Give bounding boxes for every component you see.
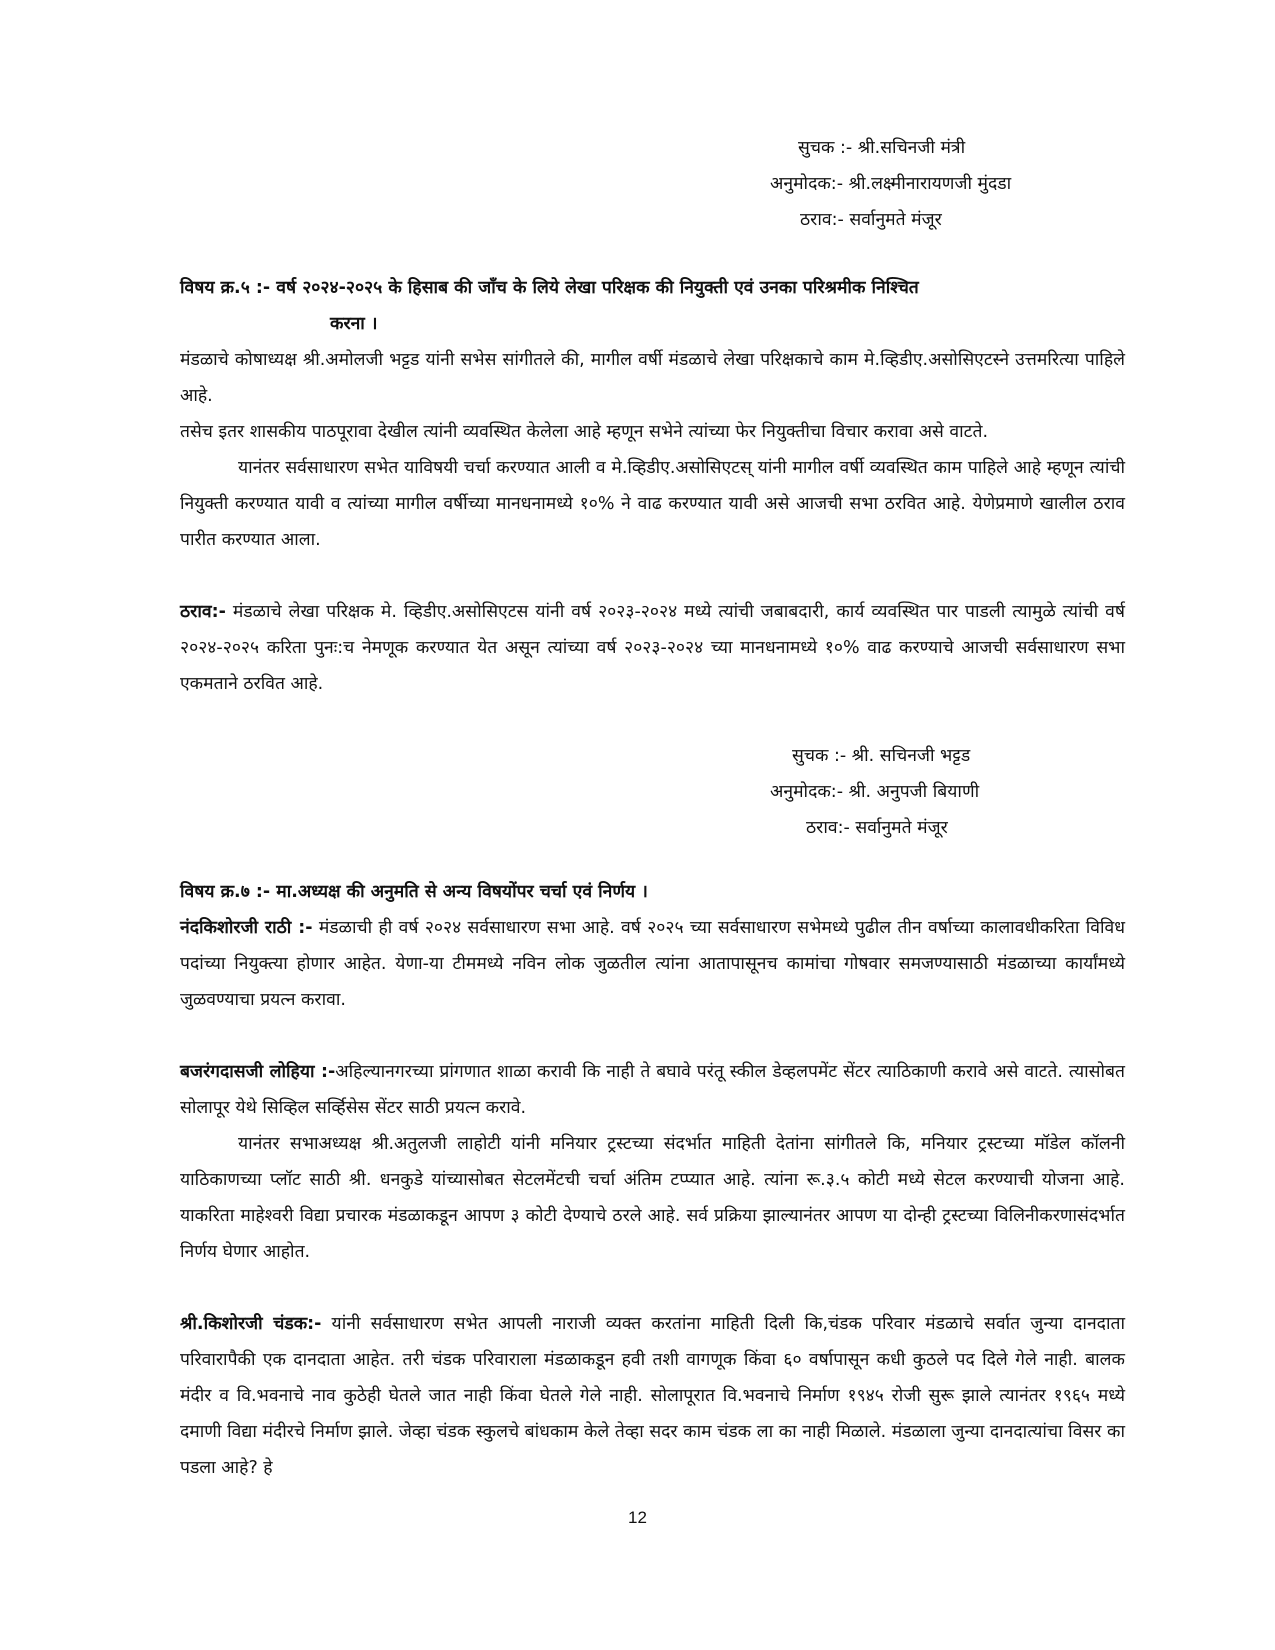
speaker-lohiya: बजरंगदासजी लोहिया :- (180, 1062, 336, 1082)
seconder-line: अनुमोदक:- श्री.लक्ष्मीनारायणजी मुंदडा (770, 174, 1012, 194)
paragraph-discussion: यानंतर सर्वसाधारण सभेत याविषयी चर्चा करण्यात आली व मे.व्हिडीए.असोसिएटस् यांनी मागील वर्षी व्यवस्थित काम पाहिले आहे म्हणून त्यांची नियुक्ती करण्यात यावी व त्यांच्या मागील वर्षीच्या मानधनामध्ये १०% ने वाढ करण्यात यावी असे आजची सभा ठरवित आहे. येणेप्रमाणे खालील ठराव पारीत करण्यात आला. (180, 458, 1125, 550)
proposer-line: सुचक :- श्री.सचिनजी मंत्री (798, 138, 966, 158)
seconder-line: अनुमोदक:- श्री. अनुपजी बियाणी (770, 782, 980, 802)
resolution-status-line: ठराव:- सर्वानुमते मंजूर (806, 818, 948, 838)
paragraph-followup: तसेच इतर शासकीय पाठपूरावा देखील त्यांनी व्यवस्थित केलेला आहे म्हणून सभेने त्यांच्या फेर नियुक्तीचा विचार करावा असे वाटते. (180, 422, 989, 442)
speech-lohiya (180, 1054, 1125, 1126)
speaker-rathi: नंदकिशोरजी राठी :- (180, 918, 313, 938)
proposer-line: सुचक :- श्री. सचिनजी भट्टड (792, 746, 971, 766)
speech-lohiya-text: अहिल्यानगरच्या प्रांगणात शाळा करावी कि नाही ते बघावे परंतू स्कील डेव्हलपमेंट सेंटर त्याठिकाणी करावे असे वाटते. त्यासोबत सोलापूर येथे सिव्हिल सर्व्हिसेस सेंटर साठी प्रयत्न करावे. (180, 1062, 1125, 1118)
paragraph-treasurer: मंडळाचे कोषाध्यक्ष श्री.अमोलजी भट्टड यांनी सभेस सांगीतले की, मागील वर्षी मंडळाचे लेखा परिक्षकाचे काम मे.व्हिडीए.असोसिएटस्ने उत्तमरित्या पाहिले आहे. (180, 350, 1125, 406)
speech-rathi (180, 910, 1125, 1018)
paragraph-maniyar-trust: यानंतर सभाअध्यक्ष श्री.अतुलजी लाहोटी यांनी मनियार ट्रस्टच्या संदर्भात माहिती देतांना सांगीतले कि, मनियार ट्रस्टच्या मॉडेल कॉलनी याठिकाणच्या प्लॉट साठी श्री. धनकुडे यांच्यासोबत सेटलमेंटची चर्चा अंतिम टप्प्यात आहे. त्यांना रू.३.५ कोटी मध्ये सेटल करण्याची योजना आहे. याकरिता माहेश्वरी विद्या प्रचारक मंडळाकडून आपण ३ कोटी देण्याचे ठरले आहे. सर्व प्रक्रिया झाल्यानंतर आपण या दोन्ही ट्रस्टच्या विलिनीकरणासंदर्भात निर्णय घेणार आहोत. (180, 1134, 1125, 1262)
resolution-label: ठराव:- (180, 602, 226, 622)
resolution-paragraph (180, 594, 1125, 702)
speaker-chandak: श्री.किशोरजी चंडक:- (180, 1314, 322, 1334)
subject-5-heading (180, 270, 1125, 342)
signature-block-2 (770, 738, 1275, 846)
resolution-text: मंडळाचे लेखा परिक्षक मे. व्हिडीए.असोसिएटस यांनी वर्ष २०२३-२०२४ मध्ये त्यांची जबाबदारी, कार्य व्यवस्थित पार पाडली त्यामुळे त्यांची वर्ष २०२४-२०२५ करिता पुनः:च नेमणूक करण्यात येत असून त्यांच्या वर्ष २०२३-२०२४ च्या मानधनामध्ये १०% वाढ करण्याचे आजची सर्वसाधारण सभा एकमताने ठरवित आहे. (180, 602, 1125, 694)
resolution-status-line: ठराव:- सर्वानुमते मंजूर (800, 210, 942, 230)
speech-chandak (180, 1306, 1125, 1486)
speech-rathi-text: मंडळाची ही वर्ष २०२४ सर्वसाधारण सभा आहे. वर्ष २०२५ च्या सर्वसाधारण सभेमध्ये पुढील तीन वर्षाच्या कालावधीकरिता विविध पदांच्या नियुक्त्या होणार आहेत. येणा-या टीममध्ये नविन लोक जुळतील त्यांना आतापासूनच कामांचा गोषवार समजण्यासाठी मंडळाच्या कार्यांमध्ये जुळवण्याचा प्रयत्न करावा. (180, 918, 1125, 1010)
subject-5-line-1: विषय क्र.५ :- वर्ष २०२४-२०२५ के हिसाब की जाँच के लिये लेखा परिक्षक की नियुक्ती एवं उनका परिश्रमीक निश्चित (180, 278, 919, 298)
signature-block-1 (770, 130, 1275, 238)
subject-5-line-2: करना । (330, 314, 378, 334)
speech-chandak-text: यांनी सर्वसाधारण सभेत आपली नाराजी व्यक्त करतांना माहिती दिली कि,चंडक परिवार मंडळाचे सर्वात जुन्या दानदाता परिवारापैकी एक दानदाता आहेत. तरी चंडक परिवाराला मंडळाकडून हवी तशी वागणूक किंवा ६० वर्षापासून कधी कुठले पद दिले गेले नाही. बालक मंदीर व वि.भवनाचे नाव कुठेही घेतले जात नाही किंवा घेतले गेले नाही. सोलापूरात वि.भवनाचे निर्माण १९४५ रोजी सुरू झाले त्यानंतर १९६५ मध्ये दमाणी विद्या मंदीरचे निर्माण झाले. जेव्हा चंडक स्कुलचे बांधकाम केले तेव्हा सदर काम चंडक ला का नाही मिळाले. मंडळाला जुन्या दानदात्यांचा विसर का पडला आहे? हे (180, 1314, 1126, 1478)
page-number: 12 (628, 1508, 647, 1527)
subject-7-heading: विषय क्र.७ :- मा.अध्यक्ष की अनुमति से अन्य विषयोंपर चर्चा एवं निर्णय । (180, 882, 648, 902)
